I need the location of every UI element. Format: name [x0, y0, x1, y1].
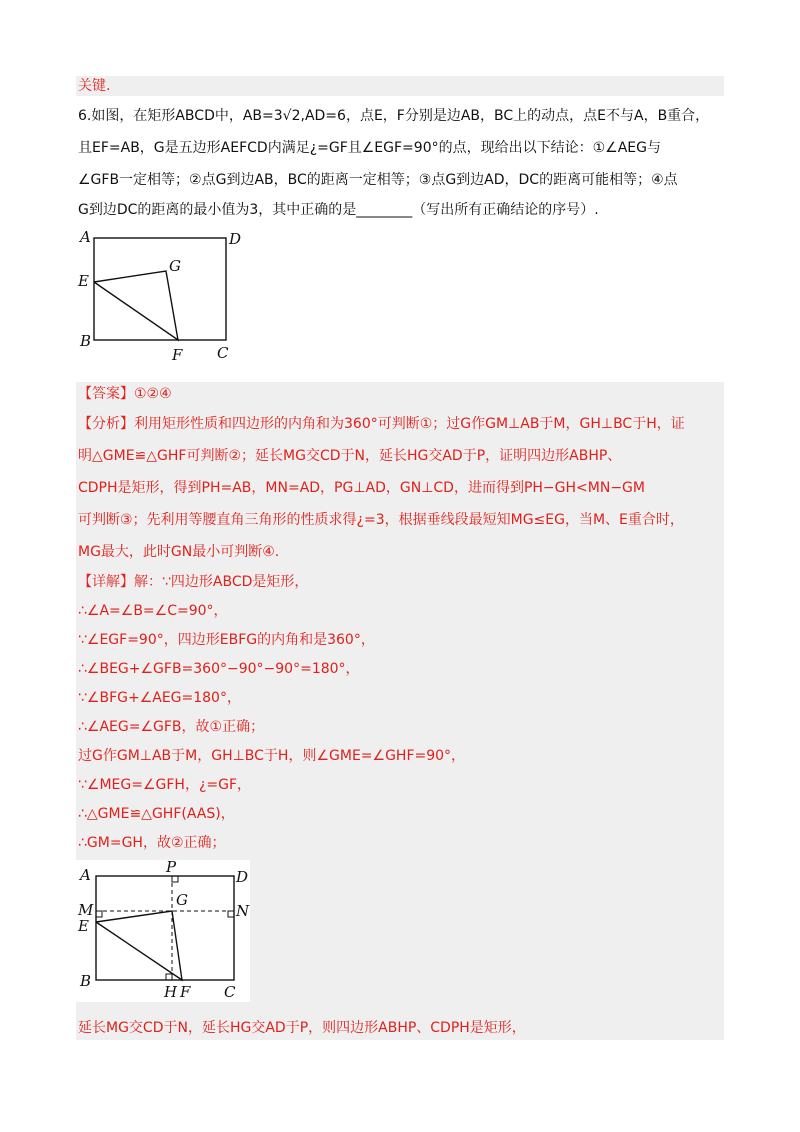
analysis-line-2: 明△GME≌△GHF可判断②；延长MG交CD于N，延长HG交AD于P，证明四边形ABHP、 — [78, 448, 622, 464]
detail-line-4: ∴∠BEG+∠GFB=360°−90°−90°=180°， — [78, 661, 360, 677]
analysis-line-3: CDPH是矩形，得到PH=AB，MN=AD，PG⊥AD，GN⊥CD，进而得到PH−GH<MN−GM — [78, 480, 645, 496]
label-g: G — [169, 257, 181, 275]
label-n: N — [236, 902, 250, 920]
analysis-line-1 — [78, 414, 685, 434]
label-d-2: D — [236, 868, 249, 886]
rect-abcd-2 — [96, 876, 234, 980]
detail-line-3: ∵∠EGF=90°，四边形EBFG的内角和是360°， — [78, 632, 375, 648]
triangle-egf — [94, 271, 178, 340]
answer-line — [78, 384, 172, 404]
right-angle-p — [172, 876, 178, 882]
detail-line-6: ∴∠AEG=∠GFB，故①正确； — [78, 719, 265, 735]
label-b: B — [80, 332, 92, 350]
problem-line-1: 6.如图，在矩形ABCD中，AB=3√2,AD=6，点E，F分别是边AB，BC上的动点，点E不与A，B重合， — [78, 108, 710, 124]
answer-value: ①②④ — [134, 386, 172, 402]
detail-tag: 【详解】 — [78, 574, 134, 590]
rect-abcd — [94, 238, 226, 340]
analysis-tag: 【分析】 — [78, 416, 134, 432]
analysis-line-5: MG最大，此时GN最小可判断④. — [78, 544, 280, 560]
label-e-2: E — [78, 917, 89, 935]
label-a: A — [80, 228, 91, 246]
top-note: 关键. — [78, 78, 111, 94]
label-f: F — [172, 346, 183, 364]
label-f-2: F — [180, 983, 191, 1001]
note-band — [76, 76, 724, 96]
detail-line-2: ∴∠A=∠B=∠C=90°， — [78, 603, 228, 619]
detail-line-10: ∴GM=GH，故②正确； — [78, 835, 226, 851]
detail-line-5: ∵∠BFG+∠AEG=180°， — [78, 690, 241, 706]
detail-line-7: 过G作GM⊥AB于M，GH⊥BC于H，则∠GME=∠GHF=90°， — [78, 748, 466, 764]
triangle-egf-2 — [96, 911, 182, 980]
label-a-2: A — [80, 866, 91, 884]
label-h: H — [164, 983, 178, 1001]
label-m: M — [78, 901, 94, 919]
right-angle-n — [228, 911, 234, 917]
label-g-2: G — [176, 891, 188, 909]
figure-2 — [76, 860, 250, 1002]
figure-1 — [76, 226, 246, 366]
detail-last-line: 延长MG交CD于N，延长HG交AD于P，则四边形ABHP、CDPH是矩形， — [78, 1020, 526, 1036]
problem-line-3: ∠GFB一定相等；②点G到边AB，BC的距离一定相等；③点G到边AD，DC的距离可能相等；④点 — [78, 172, 678, 188]
detail-line-8: ∵∠MEG=∠GFH，¿=GF， — [78, 777, 252, 793]
label-c: C — [217, 344, 229, 362]
detail-line-9: ∴△GME≌△GHF(AAS)， — [78, 806, 235, 822]
label-b-2: B — [80, 972, 92, 990]
detail-line-1 — [78, 572, 308, 592]
problem-line-4: G到边DC的距离的最小值为3，其中正确的是________（写出所有正确结论的序号）. — [78, 202, 599, 218]
problem-line-2: 且EF=AB，G是五边形AEFCD内满足¿=GF且∠EGF=90°的点，现给出以下结论：①∠AEG与 — [78, 140, 661, 156]
label-d: D — [229, 230, 242, 248]
label-c-2: C — [224, 983, 236, 1001]
detail-text-1: 解：∵四边形ABCD是矩形， — [134, 574, 309, 590]
right-angle-h — [166, 974, 172, 980]
analysis-text-1: 利用矩形性质和四边形的内角和为360°可判断①；过G作GM⊥AB于M，GH⊥BC于H，证 — [134, 416, 685, 432]
label-e: E — [78, 272, 89, 290]
right-angle-m — [96, 911, 102, 917]
answer-tag: 【答案】 — [78, 386, 134, 402]
label-p: P — [166, 860, 177, 876]
analysis-line-4: 可判断③；先利用等腰直角三角形的性质求得¿=3，根据垂线段最短知MG≤EG，当M、E重合时， — [78, 512, 684, 528]
